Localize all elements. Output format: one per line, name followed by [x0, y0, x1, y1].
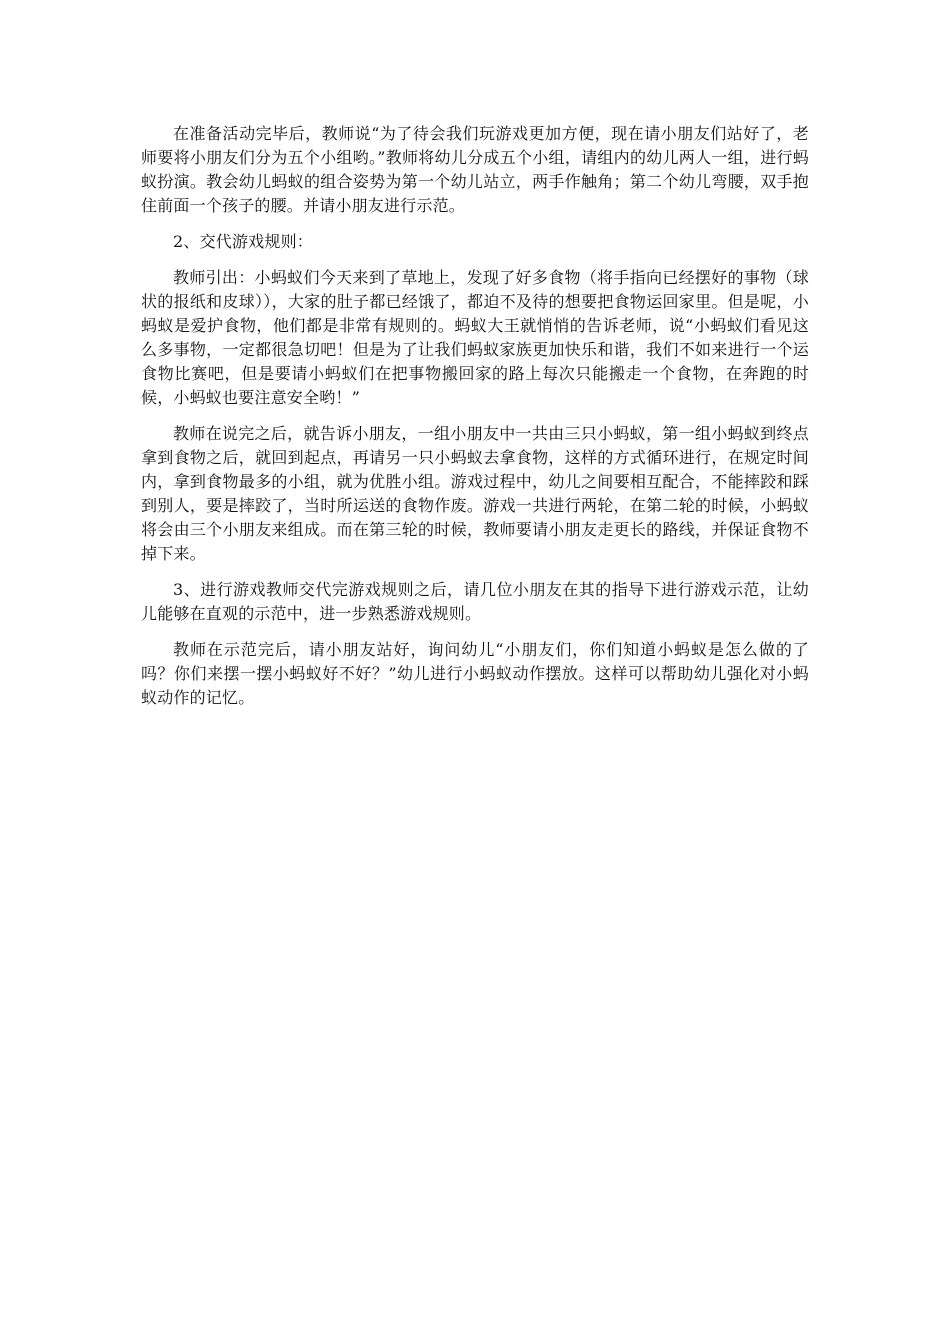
- paragraph-demonstration: 3、进行游戏教师交代完游戏规则之后，请几位小朋友在其的指导下进行游戏示范，让幼儿能够在直观的示范中，进一步熟悉游戏规则。: [141, 580, 809, 623]
- heading-game-rules: 2、交代游戏规则：: [173, 232, 313, 251]
- paragraph-teacher-intro: 教师引出：小蚂蚁们今天来到了草地上，发现了好多食物（将手指向已经摆好的事物（球状的报纸和皮球）），大家的肚子都已经饿了，都迫不及待的想要把食物运回家里。但是呢，小蚂蚁是爱护食物，他们都是非常有规则的。蚂蚁大王就悄悄的告诉老师，说“小蚂蚁们看见这么多事物，一定都很急切吧！但是为了让我们蚂蚁家族更加快乐和谐，我们不如来进行一个运食物比赛吧，但是要请小蚂蚁们在把事物搬回家的路上每次只能搬走一个食物，在奔跑的时候，小蚂蚁也要注意安全哟！”: [141, 268, 809, 407]
- document-body: [141, 122, 809, 722]
- paragraph-rules-detail: 教师在说完之后，就告诉小朋友，一组小朋友中一共由三只小蚂蚁，第一组小蚂蚁到终点拿到食物之后，就回到起点，再请另一只小蚂蚁去拿食物，这样的方式循环进行，在规定时间内，拿到食物最多的小组，就为优胜小组。游戏过程中，幼儿之间要相互配合，不能摔跤和踩到别人，要是摔跤了，当时所运送的食物作废。游戏一共进行两轮，在第二轮的时候，小蚂蚁将会由三个小朋友来组成。而在第三轮的时候，教师要请小朋友走更长的路线，并保证食物不掉下来。: [141, 424, 809, 563]
- paragraph-preparation: 在准备活动完毕后，教师说“为了待会我们玩游戏更加方便，现在请小朋友们站好了，老师要将小朋友们分为五个小组哟。”教师将幼儿分成五个小组，请组内的幼儿两人一组，进行蚂蚁扮演。教会幼儿蚂蚁的组合姿势为第一个幼儿站立，两手作触角；第二个幼儿弯腰，双手抱住前面一个孩子的腰。并请小朋友进行示范。: [141, 124, 809, 215]
- paragraph-practice: 教师在示范完后，请小朋友站好，询问幼儿“小朋友们，你们知道小蚂蚁是怎么做的了吗？你们来摆一摆小蚂蚁好不好？”幼儿进行小蚂蚁动作摆放。这样可以帮助幼儿强化对小蚂蚁动作的记忆。: [141, 640, 809, 707]
